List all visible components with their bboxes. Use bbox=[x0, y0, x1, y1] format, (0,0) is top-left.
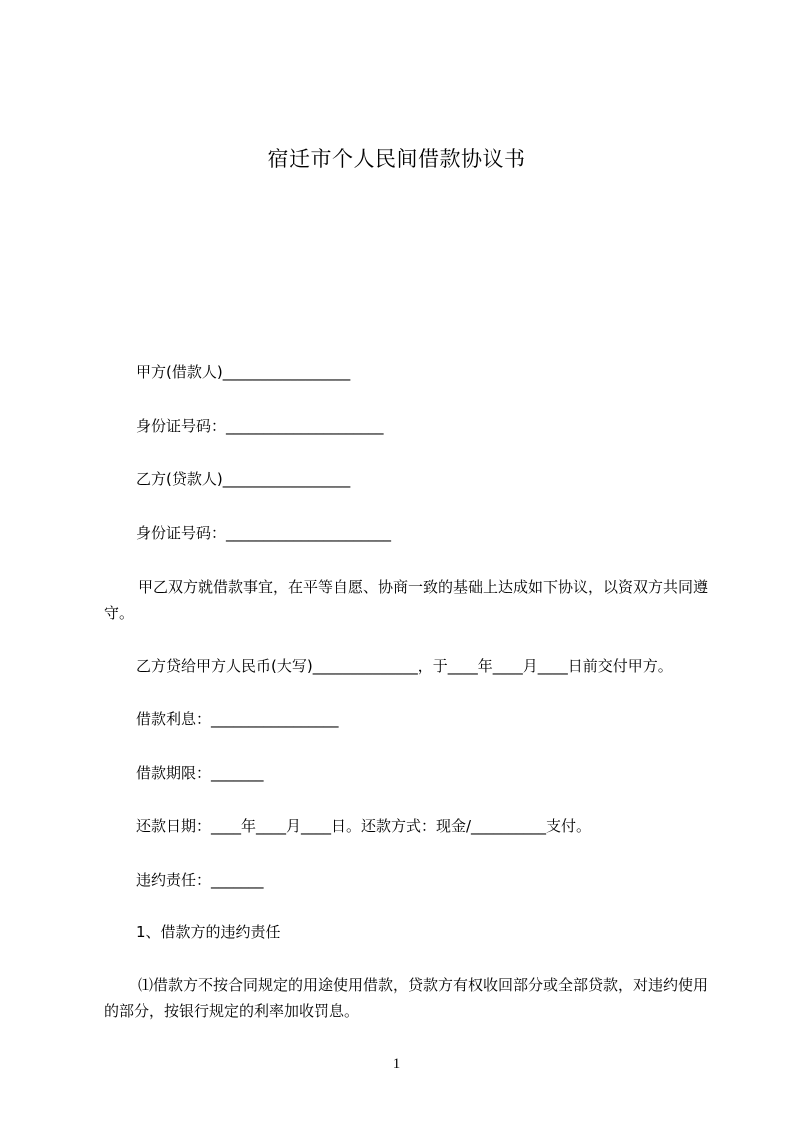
party-a-id-line: 身份证号码：_____________________ bbox=[136, 417, 384, 435]
loan-amount-line: 乙方贷给甲方人民币(大写)______________，于____年____月____日前交付甲方。 bbox=[136, 657, 673, 675]
document-title: 宿迁市个人民间借款协议书 bbox=[267, 147, 526, 171]
interest-line: 借款利息：_________________ bbox=[136, 710, 339, 728]
party-a-line: 甲方(借款人)_________________ bbox=[136, 363, 351, 381]
page-number: 1 bbox=[392, 1056, 401, 1072]
party-b-line: 乙方(贷款人)_________________ bbox=[136, 470, 351, 488]
clause-1-item-1: ⑴借款方不按合同规定的用途使用借款，贷款方有权收回部分或全部贷款，对违约使用的部分，按银行规定的利率加收罚息。 bbox=[104, 976, 709, 1020]
loan-term-line: 借款期限：_______ bbox=[136, 764, 264, 782]
breach-line: 违约责任：_______ bbox=[136, 871, 264, 889]
clause-1-heading: 1、借款方的违约责任 bbox=[136, 923, 281, 941]
repayment-line: 还款日期：____年____月____日。还款方式：现金/__________支付。 bbox=[136, 817, 592, 835]
agreement-paragraph: 甲乙双方就借款事宜，在平等自愿、协商一致的基础上达成如下协议，以资双方共同遵守。 bbox=[104, 578, 709, 622]
party-b-id-line: 身份证号码：______________________ bbox=[136, 524, 392, 542]
